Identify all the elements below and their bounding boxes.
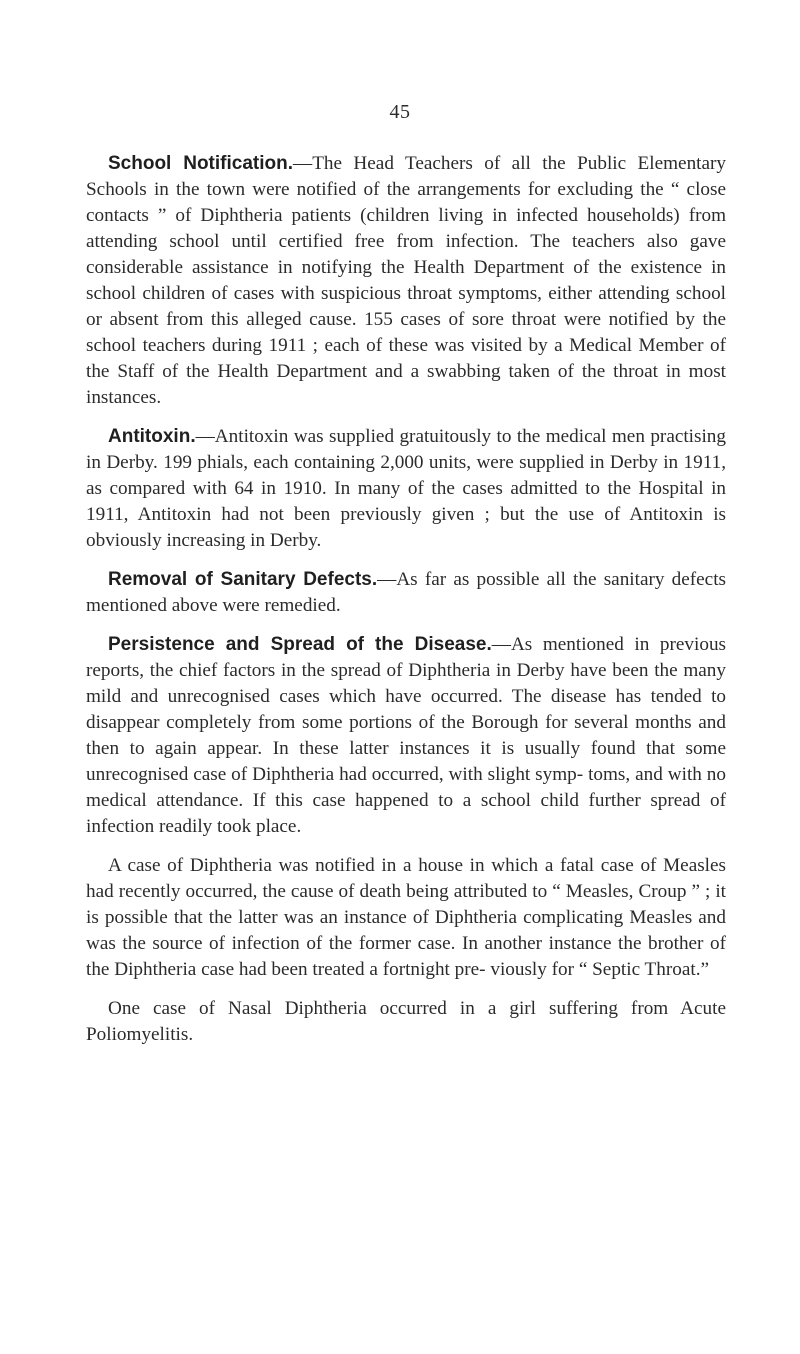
paragraph-removal-sanitary-defects [86,567,726,619]
paragraph-antitoxin [86,424,726,554]
page-body [86,151,726,1061]
page-number: 45 [389,101,411,123]
paragraph-text: —As far as possible all the sanitary defects mentioned above were remedied. [86,569,726,616]
paragraph-school-notification [86,151,726,411]
heading-school-notification: School Notification. [108,153,293,174]
heading-antitoxin: Antitoxin. [108,426,196,447]
paragraph-nasal-diphtheria [86,996,726,1048]
paragraph-measles-case [86,853,726,983]
paragraph-text: One case of Nasal Diphtheria occurred in a girl suffering from Acute Poliomyelitis. [86,998,726,1045]
paragraph-text: —The Head Teachers of all the Public Elementary Schools in the town were notified of the arrangements for excluding the “ close contacts ” of Diphtheria patients (children living in infected households) from attending school until certified free from infection. The teachers also gave considerable assistance in notifying the Health Department of the existence in school children of cases with suspicious throat symptoms, either attending school or absent from this alleged cause. 155 cases of sore throat were notified by the school teachers during 1911 ; each of these was visited by a Medical Member of the Staff of the Health Department and a swabbing taken of the throat in most instances. [86,153,726,408]
paragraph-text: A case of Diphtheria was notified in a house in which a fatal case of Measles had recently occurred, the cause of death being attributed to “ Measles, Croup ” ; it is possible that the latter was an instance of Diphtheria complicating Measles and was the source of infection of the former case. In another instance the brother of the Diphtheria case had been treated a fortnight pre- viously for “ Septic Throat.” [86,855,726,980]
heading-removal-sanitary-defects: Removal of Sanitary Defects. [108,569,378,590]
paragraph-persistence-spread [86,632,726,840]
paragraph-text: —As mentioned in previous reports, the chief factors in the spread of Diphtheria in Derby have been the many mild and unrecognised cases which have occurred. The disease has tended to disappear completely from some portions of the Borough for several months and then to again appear. In these latter instances it is usually found that some unrecognised case of Diphtheria had occurred, with slight symp- toms, and with no medical attendance. If this case happened to a school child further spread of infection readily took place. [86,634,727,837]
paragraph-text: —Antitoxin was supplied gratuitously to the medical men practising in Derby. 199 phials, each containing 2,000 units, were supplied in Derby in 1911, as compared with 64 in 1910. In many of the cases admitted to the Hospital in 1911, Antitoxin had not been previously given ; but the use of Antitoxin is obviously increasing in Derby. [86,426,726,551]
heading-persistence-spread: Persistence and Spread of the Disease. [108,634,492,655]
